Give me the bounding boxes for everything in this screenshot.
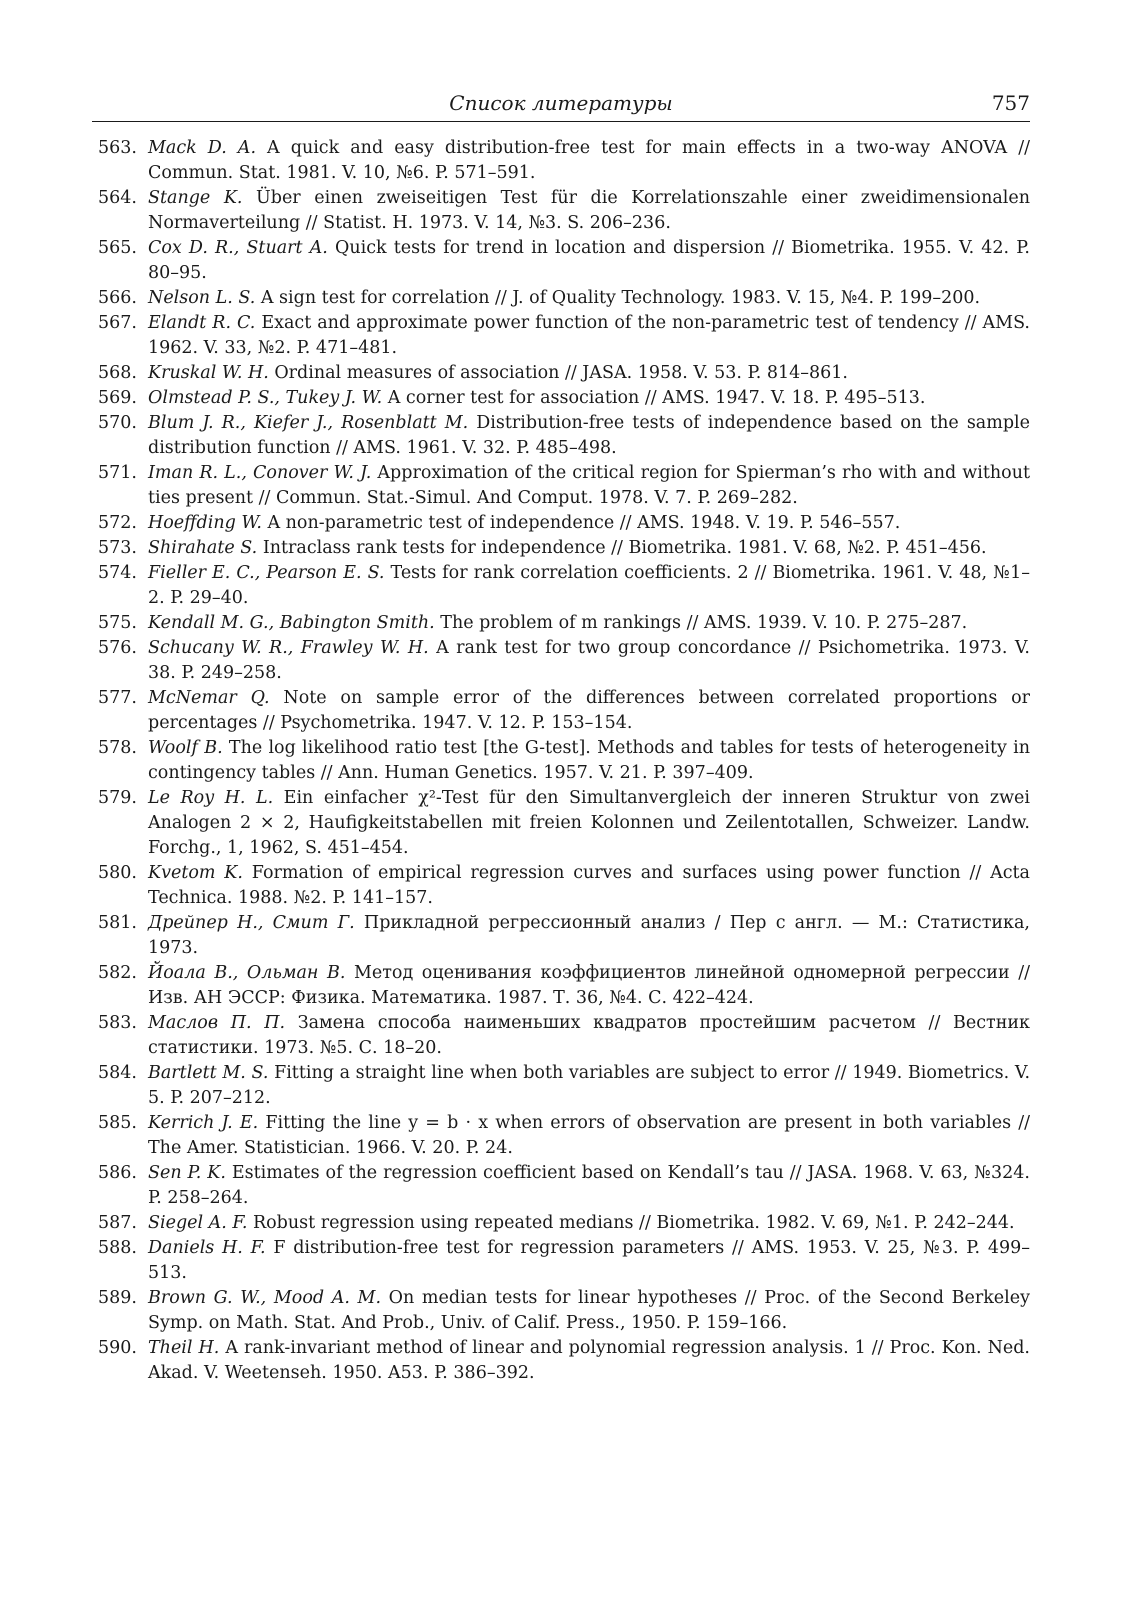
reference-authors: Elandt R. C. — [148, 313, 256, 333]
reference-authors: Kvetom K. — [148, 863, 243, 883]
header-rule — [92, 121, 1030, 122]
reference-number: 576. — [98, 638, 137, 658]
reference-body — [148, 736, 1030, 786]
reference-body — [148, 1011, 1030, 1061]
reference-body — [148, 1336, 1030, 1386]
reference-number: 564. — [98, 188, 137, 208]
reference-number: 563. — [98, 138, 137, 158]
reference-entry — [92, 1061, 1030, 1111]
reference-authors: Blum J. R., Kiefer J., Rosenblatt M. — [148, 413, 469, 433]
reference-body — [148, 1286, 1030, 1336]
reference-text: Note on sample error of the differences between correlated proportions or percentages // Psychometrika. 1947. V. 12. P. 153–154. — [148, 688, 1030, 733]
reference-body — [148, 786, 1030, 861]
reference-text: Robust regression using repeated medians // Biometrika. 1982. V. 69, №1. P. 242–244. — [247, 1213, 1015, 1233]
reference-body — [148, 286, 1030, 311]
reference-text: Formation of empirical regression curves and surfaces using power function // Acta Technica. 1988. №2. P. 141–157. — [148, 863, 1030, 908]
reference-authors: Siegel A. F. — [148, 1213, 248, 1233]
reference-authors: Theil H. — [148, 1338, 220, 1358]
reference-entry — [92, 511, 1030, 536]
reference-authors: McNemar Q. — [148, 688, 270, 708]
reference-list — [92, 136, 1030, 1386]
reference-text: Ordinal measures of association // JASA. 1958. V. 53. P. 814–861. — [268, 363, 848, 383]
reference-entry — [92, 236, 1030, 286]
reference-authors: Stange K. — [148, 188, 243, 208]
reference-authors: Sen P. K. — [148, 1163, 226, 1183]
reference-authors: Bartlett M. S. — [148, 1063, 269, 1083]
reference-number: 575. — [98, 613, 137, 633]
reference-entry — [92, 786, 1030, 861]
reference-authors: Iman R. L., Conover W. J. — [148, 463, 372, 483]
reference-text: A non-parametric test of independence // AMS. 1948. V. 19. P. 546–557. — [261, 513, 901, 533]
reference-entry — [92, 1236, 1030, 1286]
reference-authors: Shirahate S. — [148, 538, 258, 558]
reference-authors: Brown G. W., Mood A. M. — [148, 1288, 382, 1308]
reference-body — [148, 411, 1030, 461]
reference-authors: Daniels H. F. — [148, 1238, 266, 1258]
reference-authors: Kerrich J. E. — [148, 1113, 259, 1133]
reference-text: A rank test for two group concordance // Psichometrika. 1973. V. 38. P. 249–258. — [148, 638, 1030, 683]
reference-number: 570. — [98, 413, 137, 433]
reference-entry — [92, 286, 1030, 311]
reference-entry — [92, 961, 1030, 1011]
reference-authors: Schucany W. R., Frawley W. H. — [148, 638, 429, 658]
reference-body — [148, 536, 1030, 561]
reference-text: Fitting the line y = b · x when errors of observation are present in both variables // The Amer. Statistician. 1966. V. 20. P. 24. — [148, 1113, 1031, 1158]
reference-number: 584. — [98, 1063, 137, 1083]
reference-body — [148, 1111, 1030, 1161]
reference-entry — [92, 1211, 1030, 1236]
reference-text: Fitting a straight line when both variables are subject to error // 1949. Biometrics. V. 5. P. 207–212. — [148, 1063, 1031, 1108]
reference-authors: Woolf B. — [148, 738, 223, 758]
reference-text: Quick tests for trend in location and dispersion // Biometrika. 1955. V. 42. P. 80–95. — [148, 238, 1030, 283]
reference-entry — [92, 311, 1030, 361]
reference-body — [148, 311, 1030, 361]
reference-text: Ein einfacher χ²-Test für den Simultanvergleich der inneren Struktur von zwei Analogen 2 × 2, Haufigkeitstabellen mit freien Kolonnen und Zeilentotallen, Schweizer. Landw. Forchg., 1, 1962, S. 451–454. — [148, 788, 1031, 858]
reference-authors: Mack D. A. — [148, 138, 257, 158]
running-header — [92, 90, 1030, 118]
reference-entry — [92, 461, 1030, 511]
reference-number: 572. — [98, 513, 137, 533]
reference-body — [148, 461, 1030, 511]
reference-authors: Дрейпер Н., Смит Г. — [148, 913, 355, 933]
reference-entry — [92, 861, 1030, 911]
reference-text: A rank-invariant method of linear and polynomial regression analysis. 1 // Proc. Kon. Ned. Akad. V. Weetenseh. 1950. A53. P. 386–392. — [148, 1338, 1030, 1383]
reference-text: Über einen zweiseitigen Test für die Korrelationszahle einer zweidimensionalen Normaverteilung // Statist. H. 1973. V. 14, №3. S. 206–236. — [148, 188, 1031, 233]
reference-body — [148, 636, 1030, 686]
reference-text: A corner test for association // AMS. 1947. V. 18. P. 495–513. — [382, 388, 926, 408]
reference-body — [148, 511, 1030, 536]
reference-entry — [92, 186, 1030, 236]
reference-entry — [92, 386, 1030, 411]
reference-body — [148, 1061, 1030, 1111]
reference-number: 589. — [98, 1288, 137, 1308]
reference-number: 590. — [98, 1338, 137, 1358]
reference-entry — [92, 911, 1030, 961]
reference-entry — [92, 536, 1030, 561]
reference-body — [148, 236, 1030, 286]
reference-text: Estimates of the regression coefficient based on Kendall’s tau // JASA. 1968. V. 63, №324. P. 258–264. — [148, 1163, 1030, 1208]
reference-number: 569. — [98, 388, 137, 408]
reference-number: 577. — [98, 688, 137, 708]
reference-number: 588. — [98, 1238, 137, 1258]
reference-authors: Hoeffding W. — [148, 513, 262, 533]
reference-text: Tests for rank correlation coefficients. 2 // Biometrika. 1961. V. 48, №1–2. P. 29–40. — [148, 563, 1030, 608]
reference-body — [148, 861, 1030, 911]
reference-body — [148, 561, 1030, 611]
reference-entry — [92, 411, 1030, 461]
reference-text: Прикладной регрессионный анализ / Пер с англ. — М.: Статистика, 1973. — [148, 913, 1030, 958]
reference-text: The log likelihood ratio test [the G-test]. Methods and tables for tests of heterogeneity in contingency tables // Ann. Human Genetics. 1957. V. 21. P. 397–409. — [148, 738, 1030, 783]
reference-body — [148, 611, 1030, 636]
reference-entry — [92, 736, 1030, 786]
reference-text: The problem of m rankings // AMS. 1939. V. 10. P. 275–287. — [434, 613, 968, 633]
reference-entry — [92, 1336, 1030, 1386]
reference-body — [148, 386, 1030, 411]
reference-number: 579. — [98, 788, 137, 808]
reference-entry — [92, 561, 1030, 611]
reference-authors: Fieller E. C., Pearson E. S. — [148, 563, 385, 583]
reference-number: 567. — [98, 313, 137, 333]
reference-entry — [92, 1286, 1030, 1336]
reference-body — [148, 961, 1030, 1011]
reference-body — [148, 186, 1030, 236]
reference-authors: Маслов П. П. — [148, 1013, 286, 1033]
reference-body — [148, 1211, 1030, 1236]
reference-entry — [92, 611, 1030, 636]
reference-text: F distribution-free test for regression parameters // AMS. 1953. V. 25, №3. P. 499–513. — [148, 1238, 1030, 1283]
reference-text: Intraclass rank tests for independence // Biometrika. 1981. V. 68, №2. P. 451–456. — [257, 538, 987, 558]
reference-number: 581. — [98, 913, 137, 933]
reference-body — [148, 686, 1030, 736]
reference-body — [148, 1236, 1030, 1286]
reference-entry — [92, 1111, 1030, 1161]
reference-entry — [92, 636, 1030, 686]
reference-number: 573. — [98, 538, 137, 558]
reference-number: 585. — [98, 1113, 137, 1133]
reference-number: 565. — [98, 238, 137, 258]
reference-number: 582. — [98, 963, 137, 983]
reference-text: A sign test for correlation // J. of Quality Technology. 1983. V. 15, №4. P. 199–200. — [255, 288, 981, 308]
page-number: 757 — [991, 91, 1030, 115]
reference-number: 583. — [98, 1013, 137, 1033]
reference-text: Метод оценивания коэффициентов линейной одномерной регрессии // Изв. АН ЭССР: Физика. Математика. 1987. Т. 36, №4. С. 422–424. — [148, 963, 1030, 1008]
reference-text: Approximation of the critical region for Spierman’s rho with and without ties present // Commun. Stat.-Simul. And Comput. 1978. V. 7. P. 269–282. — [148, 463, 1030, 508]
reference-text: A quick and easy distribution-free test for main effects in a two-way ANOVA // Commun. Stat. 1981. V. 10, №6. P. 571–591. — [148, 138, 1030, 183]
reference-number: 574. — [98, 563, 137, 583]
reference-body — [148, 1161, 1030, 1211]
reference-authors: Kendall M. G., Babington Smith. — [148, 613, 435, 633]
reference-body — [148, 911, 1030, 961]
reference-authors: Kruskal W. H. — [148, 363, 269, 383]
reference-text: On median tests for linear hypotheses // Proc. of the Second Berkeley Symp. on Math. Stat. And Prob., Univ. of Calif. Press., 1950. P. 159–166. — [148, 1288, 1030, 1333]
reference-number: 568. — [98, 363, 137, 383]
reference-entry — [92, 361, 1030, 386]
running-title: Список литературы — [449, 91, 673, 115]
reference-text: Exact and approximate power function of the non-parametric test of tendency // AMS. 1962. V. 33, №2. P. 471–481. — [148, 313, 1030, 358]
reference-authors: Olmstead P. S., Tukey J. W. — [148, 388, 383, 408]
reference-entry — [92, 136, 1030, 186]
reference-number: 578. — [98, 738, 137, 758]
reference-entry — [92, 686, 1030, 736]
reference-body — [148, 136, 1030, 186]
reference-text: Замена способа наименьших квадратов простейшим расчетом // Вестник статистики. 1973. №5. С. 18–20. — [148, 1013, 1030, 1058]
reference-body — [148, 361, 1030, 386]
reference-text: Distribution-free tests of independence based on the sample distribution function // AMS. 1961. V. 32. P. 485–498. — [148, 413, 1030, 458]
reference-authors: Йоала В., Ольман В. — [148, 963, 346, 983]
reference-number: 571. — [98, 463, 137, 483]
reference-number: 566. — [98, 288, 137, 308]
reference-number: 580. — [98, 863, 137, 883]
reference-number: 587. — [98, 1213, 137, 1233]
reference-entry — [92, 1161, 1030, 1211]
reference-authors: Cox D. R., Stuart A. — [148, 238, 328, 258]
reference-entry — [92, 1011, 1030, 1061]
reference-authors: Nelson L. S. — [148, 288, 256, 308]
reference-authors: Le Roy H. L. — [148, 788, 274, 808]
reference-number: 586. — [98, 1163, 137, 1183]
